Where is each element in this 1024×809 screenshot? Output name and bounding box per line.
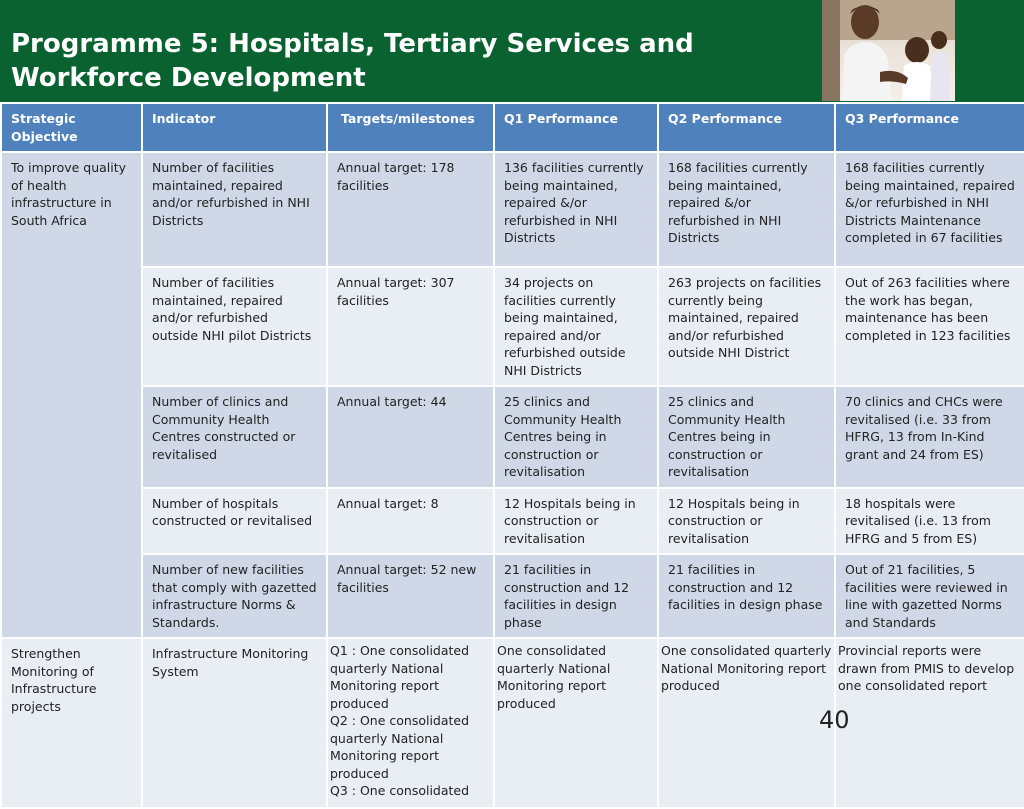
- q2-cell: 21 facilities in construction and 12 facilities in design phase: [658, 554, 835, 638]
- table-row: [1, 638, 1024, 808]
- q3-cell: Out of 263 facilities where the work has began, maintenance has been completed in 123 facilities: [835, 267, 1024, 386]
- q2-cell: 263 projects on facilities currently being maintained, repaired and/or refurbished outside NHI District: [658, 267, 835, 386]
- q3-cell: 70 clinics and CHCs were revitalised (i.e. 33 from HFRG, 13 from In-Kind grant and 24 from ES): [835, 386, 1024, 488]
- q3-cell: Out of 21 facilities, 5 facilities were reviewed in line with gazetted Norms and Standards: [835, 554, 1024, 638]
- indicator-cell: Number of hospitals constructed or revitalised: [142, 488, 327, 555]
- target-line-q2: Q2 : One consolidated quarterly National Monitoring report produced: [330, 713, 470, 781]
- table-header-row: [1, 103, 1024, 152]
- indicator-cell: Number of clinics and Community Health Centres constructed or revitalised: [142, 386, 327, 488]
- strategic-objective-cell: Strengthen Monitoring of Infrastructure projects: [1, 638, 142, 808]
- target-cell: Annual target: 44: [327, 386, 494, 488]
- photo-illustration: [822, 0, 955, 101]
- header-strategic-objective: Strategic Objective: [1, 103, 142, 152]
- header-q2: Q2 Performance: [658, 103, 835, 152]
- q2-cell: One consolidated quarterly National Monitoring report produced: [658, 638, 835, 808]
- target-line-q1: Q1 : One consolidated quarterly National Monitoring report produced: [330, 643, 470, 711]
- target-cell: Annual target: 52 new facilities: [327, 554, 494, 638]
- header-indicator: Indicator: [142, 103, 327, 152]
- table-row: [1, 488, 1024, 555]
- indicator-cell: Infrastructure Monitoring System: [142, 638, 327, 808]
- header-q3: Q3 Performance: [835, 103, 1024, 152]
- target-cell: Annual target: 8: [327, 488, 494, 555]
- table-row: [1, 152, 1024, 267]
- q2-cell: 12 Hospitals being in construction or revitalisation: [658, 488, 835, 555]
- performance-table: [0, 102, 1024, 809]
- page-number: 40: [819, 706, 850, 734]
- q3-cell: 18 hospitals were revitalised (i.e. 13 from HFRG and 5 from ES): [835, 488, 1024, 555]
- indicator-cell: Number of facilities maintained, repaired and/or refurbished in NHI Districts: [142, 152, 327, 267]
- q2-cell: 168 facilities currently being maintained, repaired &/or refurbished in NHI Districts: [658, 152, 835, 267]
- indicator-cell: Number of facilities maintained, repaired and/or refurbished outside NHI pilot Districts: [142, 267, 327, 386]
- slide-title: Programme 5: Hospitals, Tertiary Services and Workforce Development: [11, 29, 694, 93]
- header-targets: Targets/milestones: [327, 103, 494, 152]
- target-cell: Annual target: 178 facilities: [327, 152, 494, 267]
- q1-cell: 21 facilities in construction and 12 facilities in design phase: [494, 554, 658, 638]
- nurse-child-photo: [822, 0, 955, 101]
- table-row: [1, 386, 1024, 488]
- q1-cell: 12 Hospitals being in construction or revitalisation: [494, 488, 658, 555]
- q1-cell: One consolidated quarterly National Monitoring report produced: [494, 638, 658, 808]
- indicator-cell: Number of new facilities that comply with gazetted infrastructure Norms & Standards.: [142, 554, 327, 638]
- strategic-objective-cell: To improve quality of health infrastructure in South Africa: [1, 152, 142, 638]
- q3-cell: 168 facilities currently being maintained, repaired &/or refurbished in NHI Districts Maintenance completed in 67 facilities: [835, 152, 1024, 267]
- q1-cell: 25 clinics and Community Health Centres being in construction or revitalisation: [494, 386, 658, 488]
- q1-cell: 34 projects on facilities currently being maintained, repaired and/or refurbished outside NHI Districts: [494, 267, 658, 386]
- table-row: [1, 554, 1024, 638]
- table-row: [1, 267, 1024, 386]
- q3-cell: Provincial reports were drawn from PMIS to develop one consolidated report: [835, 638, 1024, 808]
- header-q1: Q1 Performance: [494, 103, 658, 152]
- target-line-q3: Q3 : One consolidated: [330, 783, 470, 798]
- q2-cell: 25 clinics and Community Health Centres being in construction or revitalisation: [658, 386, 835, 488]
- q1-cell: 136 facilities currently being maintained, repaired &/or refurbished in NHI Districts: [494, 152, 658, 267]
- target-cell: [327, 638, 494, 808]
- target-cell: Annual target: 307 facilities: [327, 267, 494, 386]
